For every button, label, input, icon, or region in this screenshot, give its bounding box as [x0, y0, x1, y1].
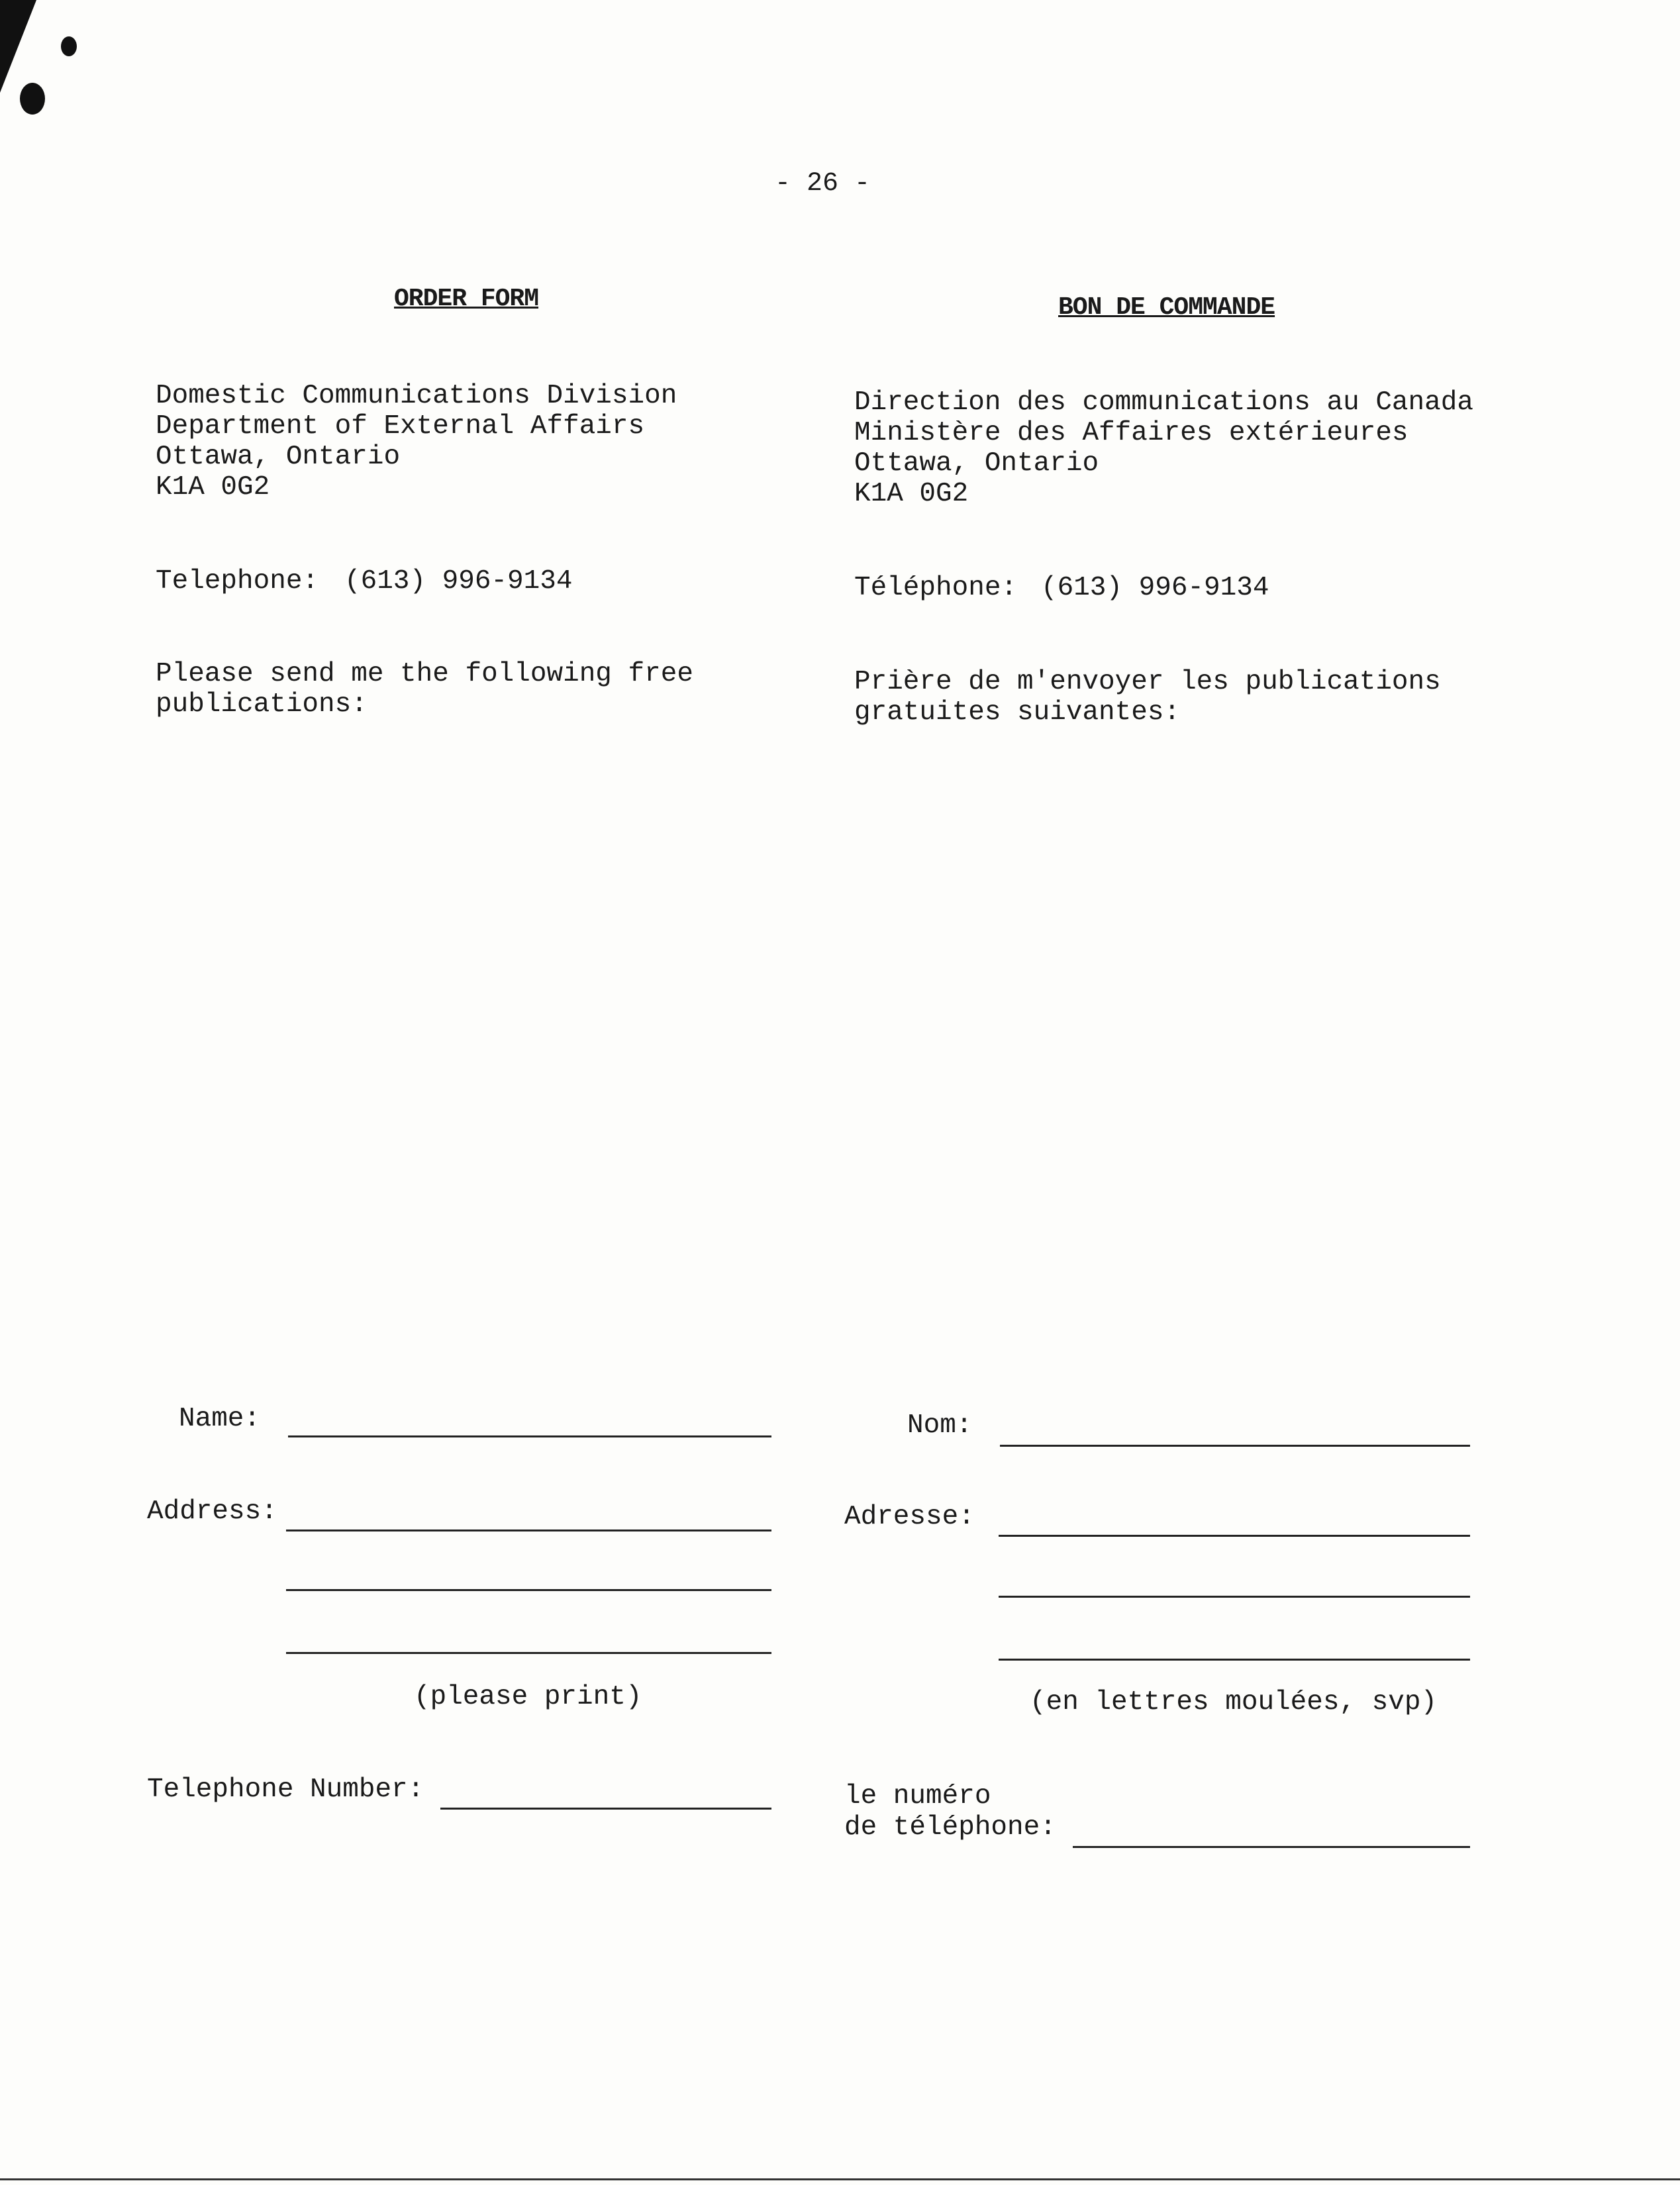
- address-line: Ottawa, Ontario: [854, 448, 1099, 479]
- scan-bottom-edge: [0, 2178, 1680, 2180]
- telephone-number-label: Telephone Number:: [147, 1774, 424, 1805]
- right-request-text: [854, 667, 1441, 728]
- address-line: Ottawa, Ontario: [156, 442, 401, 472]
- adresse-field-line-1[interactable]: [999, 1535, 1470, 1537]
- page-number: - 26 -: [775, 169, 871, 199]
- nom-field[interactable]: [1000, 1445, 1470, 1447]
- left-request-text: [156, 659, 693, 720]
- address-line: K1A 0G2: [156, 472, 270, 503]
- request-line: publications:: [156, 689, 368, 720]
- address-line: K1A 0G2: [854, 479, 969, 509]
- left-telephone-value: (613) 996-9134: [344, 566, 573, 597]
- address-field-line-2[interactable]: [286, 1589, 771, 1591]
- adresse-label: Adresse:: [844, 1502, 975, 1532]
- telephone-number-field[interactable]: [440, 1808, 771, 1810]
- address-field-line-1[interactable]: [286, 1530, 771, 1531]
- order-form-heading: ORDER FORM: [394, 285, 539, 313]
- numero-de-telephone-field[interactable]: [1073, 1846, 1470, 1848]
- scan-blot: [61, 36, 77, 56]
- name-field[interactable]: [288, 1435, 771, 1437]
- address-line: Ministère des Affaires extérieures: [854, 418, 1408, 448]
- please-print-note: (please print): [414, 1682, 642, 1712]
- name-label: Name:: [179, 1404, 261, 1434]
- adresse-field-line-3[interactable]: [999, 1659, 1470, 1661]
- address-line: Department of External Affairs: [156, 411, 645, 442]
- address-field-line-3[interactable]: [286, 1652, 771, 1654]
- left-address-block: [156, 381, 677, 503]
- scan-blot: [20, 83, 45, 115]
- request-line: gratuites suivantes:: [854, 697, 1181, 728]
- address-line: Direction des communications au Canada: [854, 387, 1473, 418]
- request-line: Please send me the following free: [156, 659, 693, 689]
- scan-edge-mark: [0, 0, 36, 93]
- request-line: Prière de m'envoyer les publications: [854, 667, 1441, 697]
- adresse-field-line-2[interactable]: [999, 1596, 1470, 1598]
- nom-label: Nom:: [907, 1410, 973, 1441]
- right-telephone-label: Téléphone:: [854, 573, 1018, 603]
- address-label: Address:: [147, 1496, 277, 1527]
- address-line: Domestic Communications Division: [156, 381, 677, 411]
- lettres-moulees-note: (en lettres moulées, svp): [1030, 1687, 1438, 1718]
- bon-de-commande-heading: BON DE COMMANDE: [1058, 293, 1275, 322]
- right-telephone-value: (613) 996-9134: [1041, 573, 1269, 603]
- numero-label-line2: de téléphone:: [844, 1812, 1056, 1843]
- right-address-block: [854, 387, 1473, 509]
- numero-label-line1: le numéro: [844, 1781, 991, 1812]
- left-telephone-label: Telephone:: [156, 566, 319, 597]
